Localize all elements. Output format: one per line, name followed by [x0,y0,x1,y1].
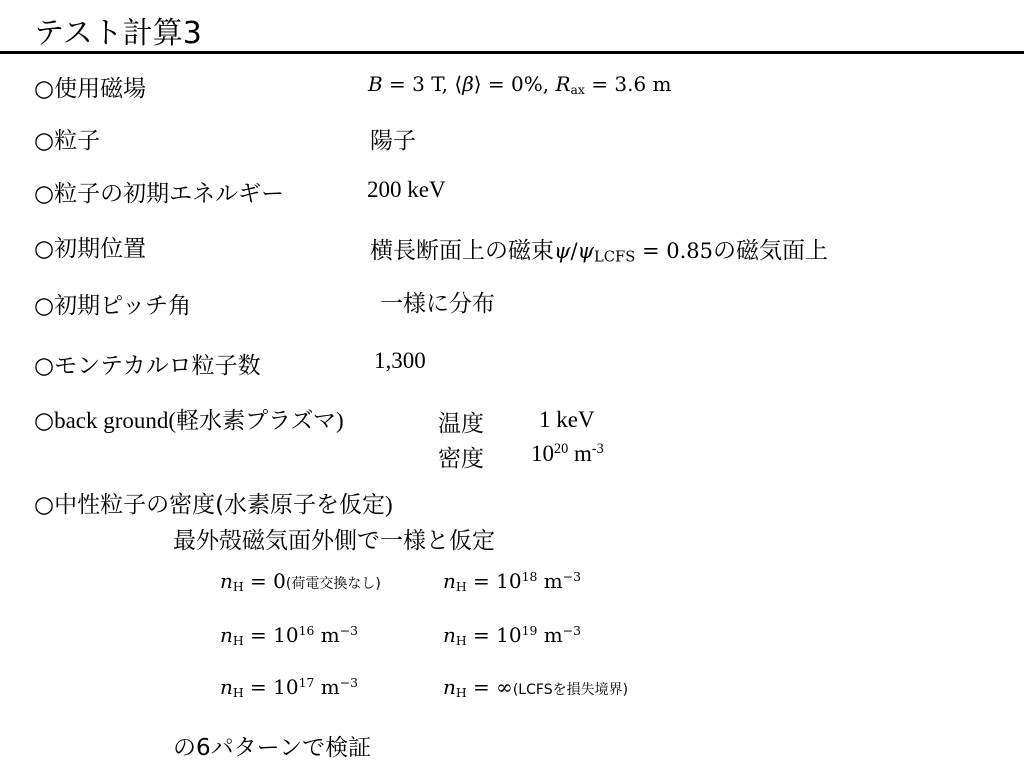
temp-value: 1 keV [539,407,595,432]
case-eq: = ∞ [466,675,513,699]
beta-left: ⟨ [454,72,463,96]
background-label-en: back ground( [54,408,177,433]
case-unit: m [537,569,563,593]
position-prefix: 横長断面上の磁束 [370,238,554,264]
case-note: (荷電交換なし) [285,576,381,592]
beta-symbol: β [462,72,474,96]
case-unit-exp: −3 [562,623,581,639]
psi-symbol: ψ [554,239,571,263]
case-n: n [443,675,456,699]
case-unit: m [314,675,340,699]
case-n: n [443,569,456,593]
psi-value: = 0.85 [635,239,713,263]
field-value [368,72,672,96]
neutral-label [34,486,393,519]
case-item [220,569,381,593]
rax-subscript: ax [570,82,585,98]
footer-note: の6パターンで検証 [173,735,372,761]
neutral-label-b: 水素原子を仮定 [224,492,386,518]
case-exp: 18 [521,569,538,585]
dens-unit: m [568,441,592,466]
pitch-value: 一様に分布 [380,291,495,317]
case-sub: H [455,685,467,701]
case-unit-exp: −3 [339,623,358,639]
position-value [370,232,828,265]
case-unit-exp: −3 [339,675,358,691]
slide-title: テスト計算3 [34,16,202,51]
case-sub: H [232,633,244,649]
mc-value: 1,300 [374,348,426,373]
background-label [34,402,344,435]
field-label: ○使用磁場 [34,76,147,102]
rax-value: = 3.6 m [584,72,672,96]
temp-label: 温度 [438,411,484,437]
case-n: n [443,623,456,647]
position-suffix: の磁気面上 [712,238,828,264]
case-sub: H [455,579,467,595]
case-eq: = 0 [243,569,286,593]
case-eq: = 10 [466,569,522,593]
mc-label: ○モンテカルロ粒子数 [34,353,261,379]
psi-lcfs-symbol: ψ [577,239,595,263]
case-exp: 19 [521,623,538,639]
energy-value: 200 keV [367,177,446,202]
case-n: n [220,623,233,647]
case-exp: 16 [298,623,315,639]
background-circle: ○ [34,408,55,434]
dens-label: 密度 [438,446,484,472]
neutral-label-a: ○中性粒子の密度( [34,492,225,518]
case-eq: = 10 [466,623,522,647]
position-label: ○初期位置 [34,236,147,262]
case-item [220,675,358,699]
dens-value [531,441,604,467]
case-unit: m [537,623,563,647]
case-eq: = 10 [243,623,299,647]
field-b-symbol: B [368,72,383,96]
energy-label: ○粒子の初期エネルギー [34,181,285,207]
case-note: (LCFSを損失境界) [512,682,629,698]
particle-value: 陽子 [370,128,416,154]
case-sub: H [232,685,244,701]
case-item [443,675,628,699]
case-item [443,569,581,593]
pitch-label: ○初期ピッチ角 [34,293,192,319]
particle-label: ○粒子 [34,128,101,154]
psi-lcfs-subscript: LCFS [594,248,636,266]
case-sub: H [455,633,467,649]
dens-unit-exponent: -3 [591,441,604,458]
case-item [220,623,358,647]
case-n: n [220,569,233,593]
case-n: n [220,675,233,699]
dens-base: 10 [531,441,554,466]
rax-symbol: R [555,72,571,96]
neutral-sub: 最外殻磁気面外側で一様と仮定 [173,528,495,554]
background-label-close: ) [335,408,344,433]
title-divider [0,51,1024,54]
case-eq: = 10 [243,675,299,699]
background-label-jp: 軽水素プラズマ [176,408,336,434]
field-b-value: = 3 T, [382,72,455,96]
beta-value: ⟩ = 0%, [473,72,556,96]
psi-slash: / [570,239,578,263]
dens-exponent: 20 [554,441,569,458]
case-item [443,623,581,647]
case-unit: m [314,623,340,647]
case-sub: H [232,579,244,595]
case-unit-exp: −3 [562,569,581,585]
neutral-label-c: ) [385,492,393,517]
case-exp: 17 [298,675,315,691]
